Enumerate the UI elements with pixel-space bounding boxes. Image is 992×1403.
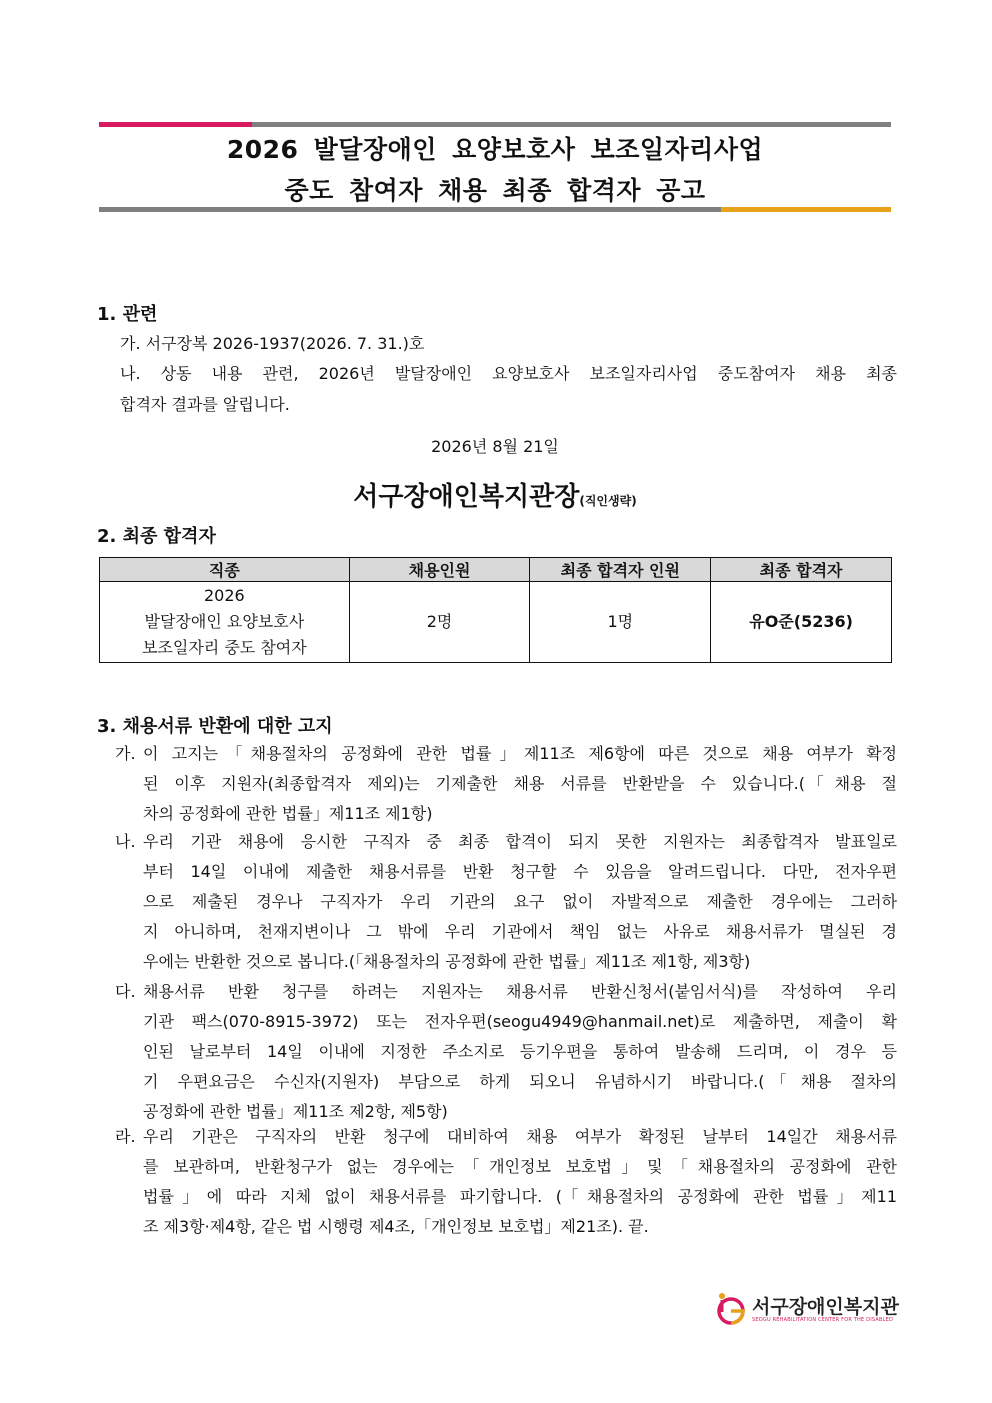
notice-line: 우리 기관은 구직자의 반환 청구에 대비하여 채용 여부가 확정된 날부터 14일간 채용서류 bbox=[143, 1127, 897, 1146]
notice-line: 부터 14일 이내에 제출한 채용서류를 반환 청구할 수 있음을 알려드립니다. 다만, 전자우편 bbox=[143, 862, 897, 881]
notice-line: 조 제3항·제4항, 같은 법 시행령 제4조,「개인정보 보호법」제21조). 끝. bbox=[143, 1217, 649, 1236]
notice-line: 우에는 반환한 것으로 봅니다.(「채용절차의 공정화에 관한 법률」제11조 제1항, 제3항) bbox=[143, 952, 751, 971]
notice-line: 를 보관하며, 반환청구가 없는 경우에는「개인정보 보호법」및「채용절차의 공정화에 관한 bbox=[143, 1157, 897, 1176]
notice-line: 이 고지는「채용절차의 공정화에 관한 법률」제11조 제6항에 따른 것으로 채용 여부가 확정 bbox=[143, 744, 897, 763]
organization-logo bbox=[714, 1290, 899, 1330]
cell-job-line1: 2026 bbox=[203, 586, 245, 605]
title-top-rule bbox=[99, 122, 891, 127]
table-row bbox=[100, 582, 892, 663]
notice-line: 된 이후 지원자(최종합격자 제외)는 기제출한 채용 서류를 반환받을 수 있습니다.(「채용 절 bbox=[143, 774, 897, 793]
section2-heading: 2. 최종 합격자 bbox=[97, 526, 216, 547]
title-bottom-rule bbox=[99, 207, 891, 212]
cell-job-line2: 발달장애인 요양보호사 bbox=[144, 612, 305, 631]
logo-subtext: SEOGU REHABILITATION CENTER FOR THE DISABLED bbox=[752, 1317, 894, 1323]
notice-line: 기관 팩스(070-8915-3972) 또는 전자우편(seogu4949@hanmail.net)로 제출하면, 제출이 확 bbox=[143, 1012, 897, 1031]
notice-date: 2026년 8월 21일 bbox=[431, 437, 559, 456]
table-header-row bbox=[100, 558, 892, 582]
notice-item-marker: 나. bbox=[115, 832, 136, 851]
cell-job-line3: 보조일자리 중도 참여자 bbox=[141, 638, 307, 657]
section1-item-a: 가. 서구장복 2026-1937(2026. 7. 31.)호 bbox=[120, 334, 425, 353]
cell-hire-count: 2명 bbox=[349, 582, 530, 663]
notice-line: 채용서류 반환 청구를 하려는 지원자는 채용서류 반환신청서(붙임서식)를 작성하여 우리 bbox=[143, 982, 897, 1001]
section1-item-b-line2: 합격자 결과를 알립니다. bbox=[120, 395, 290, 414]
logo-mark-icon bbox=[714, 1290, 748, 1330]
issuer bbox=[99, 476, 891, 513]
notice-line: 법률」에 따라 지체 없이 채용서류를 파기합니다. (「채용절차의 공정화에 관한 법률」제11 bbox=[143, 1187, 897, 1206]
issuer-name: 서구장애인복지관장 bbox=[353, 482, 580, 512]
column-header-passed-count: 최종 합격자 인원 bbox=[530, 558, 711, 582]
section3-heading: 3. 채용서류 반환에 대한 고지 bbox=[97, 716, 333, 737]
notice-line: 차의 공정화에 관한 법률」제11조 제1항) bbox=[143, 804, 433, 823]
cell-passed-name: 유O준(5236) bbox=[711, 582, 892, 663]
cell-passed-count: 1명 bbox=[530, 582, 711, 663]
notice-item-marker: 가. bbox=[115, 744, 136, 763]
column-header-hire-count: 채용인원 bbox=[349, 558, 530, 582]
notice-line: 공정화에 관한 법률」제11조 제2항, 제5항) bbox=[143, 1102, 448, 1121]
notice-line: 우리 기관 채용에 응시한 구직자 중 최종 합격이 되지 못한 지원자는 최종합격자 발표일로 bbox=[143, 832, 897, 851]
cell-job bbox=[100, 582, 350, 663]
section1-heading: 1. 관련 bbox=[97, 304, 158, 325]
notice-line: 기 우편요금은 수신자(지원자) 부담으로 하게 되오니 유념하시기 바랍니다.(「채용 절차의 bbox=[143, 1072, 897, 1091]
issuer-seal-note: (직인생략) bbox=[579, 494, 637, 508]
notice-line: 인된 날로부터 14일 이내에 지정한 주소지로 등기우편을 통하여 발송해 드리며, 이 경우 등 bbox=[143, 1042, 897, 1061]
document-title-line2: 중도 참여자 채용 최종 합격자 공고 bbox=[284, 176, 706, 205]
final-result-table bbox=[99, 557, 892, 663]
title-bottom-rule-accent bbox=[721, 207, 891, 212]
section1-item-b-line1: 나. 상동 내용 관련, 2026년 발달장애인 요양보호사 보조일자리사업 중도참여자 채용 최종 bbox=[120, 364, 897, 383]
notice-item-marker: 라. bbox=[115, 1127, 136, 1146]
column-header-job: 직종 bbox=[100, 558, 350, 582]
title-top-rule-accent bbox=[99, 122, 252, 127]
column-header-passed-name: 최종 합격자 bbox=[711, 558, 892, 582]
notice-line: 으로 제출된 경우나 구직자가 우리 기관의 요구 없이 자발적으로 제출한 경우에는 그러하 bbox=[143, 892, 897, 911]
notice-item-marker: 다. bbox=[115, 982, 136, 1001]
notice-line: 지 아니하며, 천재지변이나 그 밖에 우리 기관에서 책임 없는 사유로 채용서류가 멸실된 경 bbox=[143, 922, 897, 941]
logo-text: 서구장애인복지관 bbox=[752, 1296, 899, 1318]
document-title-line1: 2026 발달장애인 요양보호사 보조일자리사업 bbox=[226, 135, 764, 164]
